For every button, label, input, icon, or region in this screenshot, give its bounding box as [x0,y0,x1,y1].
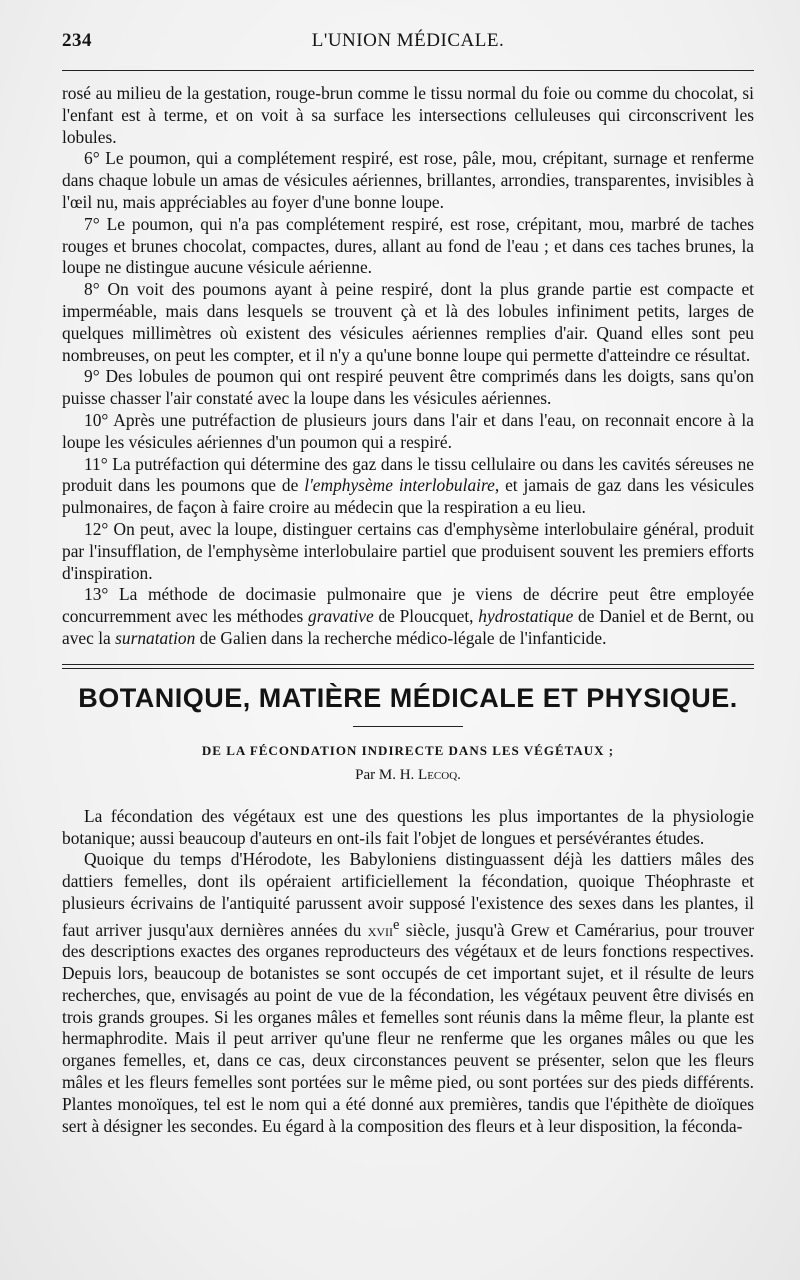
byline [62,767,754,784]
finding-paragraph-10: 10° Après une putréfaction de plusieurs jours dans l'air et dans l'eau, on reconnait encore à la loupe les vésicules aériennes d'un poumon qui a respiré. [62,409,754,452]
text-run: siècle, jusqu'à Grew et Camérarius, pour trouver des descriptions exactes des organes reproducteurs des végétaux et de leurs fonctions respectives. Depuis lors, beaucoup de botanistes se sont occupés de cet important sujet, et il résulte de leurs recherches, que, envisagés au point de vue de la fécondation, les végétaux peuvent être divisés en trois grands groupes. Si les organes mâles et femelles sont réunis dans la même fleur, la plante est hermaphrodite. Mais il peut arriver qu'une fleur ne renferme que les organes mâles ou que les organes femelles, et, dans ce cas, deux circonstances peuvent se présenter, selon que les fleurs mâles et les fleurs femelles sont portées sur le même pied, ou sont portées sur des pieds différents. Plantes monoïques, tel est le nom qui a été donné aux premières, tandis que l'épithète de dioïques sert à désigner les secondes. Eu égard à la composition des fleurs et à leur disposition, la féconda- [62,919,754,1136]
finding-paragraph-13 [62,584,754,649]
page-number: 234 [62,30,92,51]
italic-term: surnatation [115,627,196,648]
article-body [62,806,754,1138]
journal-title: L'UNION MÉDICALE. [311,30,505,51]
article-paragraph-1: La fécondation des végétaux est une des questions les plus importantes de la physiologie botanique; aussi beaucoup d'auteurs en ont-ils fait l'objet de longues et persévérantes études. [62,805,754,848]
byline-prefix: Par M. H. [355,766,419,783]
article-paragraph-2 [62,849,754,1137]
text-run: 11° La putréfaction qui détermine des gaz dans le tissu cellulaire ou dans les cavités séreuses ne produit dans les poumons que de [62,453,754,496]
heading-underline [353,726,463,727]
running-head [62,30,754,64]
finding-paragraph-8: 8° On voit des poumons ayant à peine respiré, dont la plus grande partie est compacte et imperméable, mais dans lesquels se trouvent çà et là des lobules infiniment petits, larges de quelques millimètres où existent des vésicules aériennes remplies d'air. Quand elles sont peu nombreuses, on peut les compter, et il n'y a qu'une bonne loupe qui permette d'atteindre ce résultat. [62,279,754,365]
century-superscript: e [393,916,400,933]
finding-paragraph-9: 9° Des lobules de poumon qui ont respiré peuvent être comprimés dans les doigts, sans qu'on puisse chasser l'air constaté avec la loupe dans les vésicules aériennes. [62,366,754,409]
text-run: , et jamais de gaz dans les vésicules pulmonaires, de façon à faire croire au médecin que la respiration a eu lieu. [62,475,755,518]
article-title: DE LA FÉCONDATION INDIRECTE DANS LES VÉGÉTAUX ; [201,742,615,758]
text-run: de Ploucquet, [373,606,479,627]
section-rule-top [62,664,754,665]
century-numeral: xvii [367,919,394,940]
italic-term: gravative [308,606,374,627]
continuation-paragraph: rosé au milieu de la gestation, rouge-brun comme le tissu normal du foie ou comme du chocolat, si l'enfant est à terme, et on voit à sa surface les intersections celluleuses qui circonscrivent les lobules. [62,83,754,147]
finding-paragraph-6: 6° Le poumon, qui a complétement respiré, est rose, pâle, mou, crépitant, surnage et renferme dans chaque lobule un amas de vésicules aériennes, brillantes, arrondies, transparentes, invisibles à l'œil nu, mais appréciables au foyer d'une bonne loupe. [62,148,754,212]
finding-paragraph-7: 7° Le poumon, qui n'a pas complétement respiré, est rose, crépitant, mou, marbré de taches rouges et brunes chocolat, compactes, dures, allant au fond de l'eau ; et dans ces taches brunes, la loupe ne distingue aucune vésicule aérienne. [62,213,754,278]
section-heading: BOTANIQUE, MATIÈRE MÉDICALE ET PHYSIQUE. [78,682,738,713]
finding-paragraph-12: 12° On peut, avec la loupe, distinguer certains cas d'emphysème interlobulaire général, produit par l'insufflation, de l'emphysème interlobulaire partiel que produisent souvent les premiers efforts d'inspiration. [62,518,754,583]
text-run: de Daniel et de Bernt, ou avec la [62,606,754,648]
text-run: Quoique du temps d'Hérodote, les Babyloniens distinguassent déjà les dattiers mâles des dattiers femelles, dont ils opéraient artificiellement la fécondation, quoique Théophraste et plusieurs écrivains de l'antiquité parussent avoir supposé l'existence des sexes dans les plantes, il faut arriver jusqu'aux dernières années du [62,849,754,940]
italic-term: hydrostatique [478,606,574,627]
finding-paragraph-11 [62,454,754,519]
header-rule [62,70,754,71]
text-run: 13° La méthode de docimasie pulmonaire que je viens de décrire peut être employée concurremment avec les méthodes [62,584,754,627]
author-name: Lecoq [418,766,458,783]
text-run: de Galien dans la recherche médico-légale de l'infanticide. [195,627,607,648]
italic-term: l'emphysème interlobulaire [304,475,495,496]
byline-suffix: . [457,766,461,783]
section-rule-bottom [62,668,754,669]
